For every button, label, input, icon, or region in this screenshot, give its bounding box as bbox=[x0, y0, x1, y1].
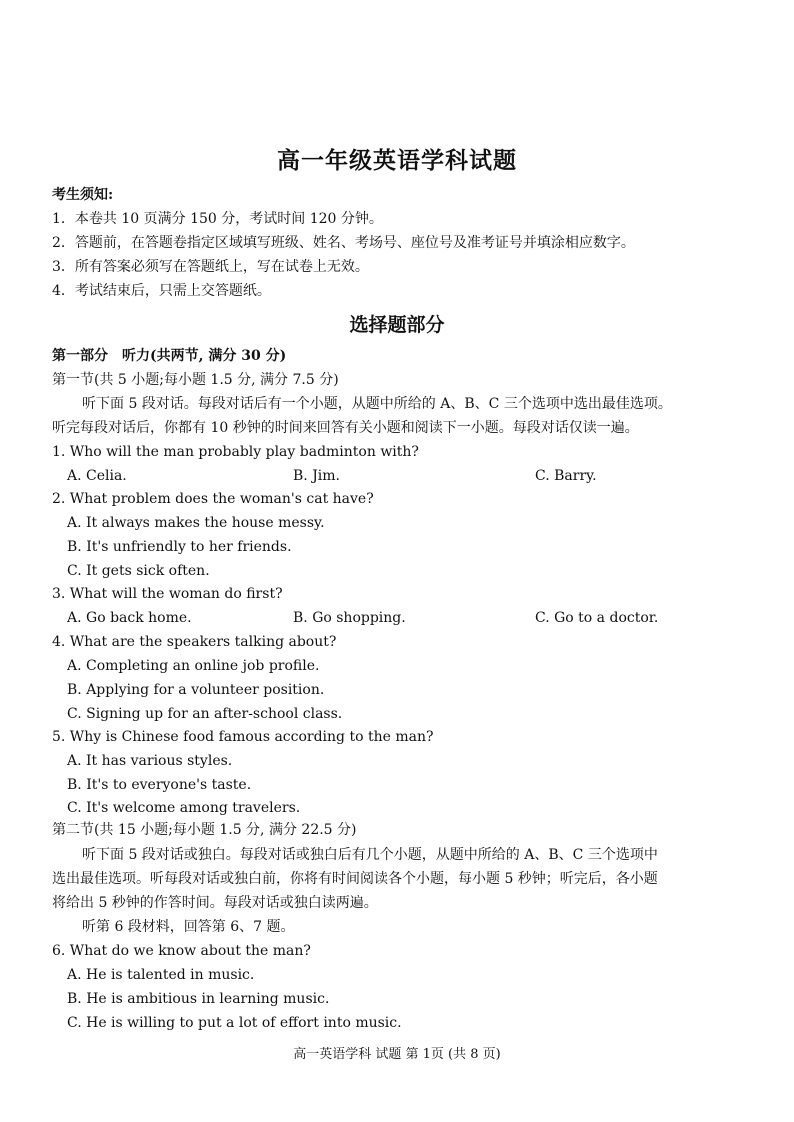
option-b: B. Go shopping. bbox=[293, 610, 406, 626]
option-b: B. Jim. bbox=[293, 468, 341, 484]
option-b: B. Applying for a volunteer position. bbox=[67, 682, 325, 698]
question-2: 2. What problem does the woman's cat have? bbox=[52, 491, 374, 507]
notice-item: 2．答题前，在答题卷指定区域填写班级、姓名、考场号、座位号及准考证号并填涂相应数字。 bbox=[52, 235, 635, 251]
part1-heading: 第一部分 听力(共两节, 满分 30 分) bbox=[52, 348, 287, 364]
option-a: A. Completing an online job profile. bbox=[67, 658, 320, 674]
option-a: A. Go back home. bbox=[67, 610, 192, 626]
option-c: C. It's welcome among travelers. bbox=[67, 800, 301, 816]
option-a: A. Celia. bbox=[67, 468, 127, 484]
option-c: C. Barry. bbox=[535, 468, 597, 484]
question-1: 1. Who will the man probably play badminton with? bbox=[52, 444, 419, 460]
question-3: 3. What will the woman do first? bbox=[52, 586, 283, 602]
sec1-heading: 第一节(共 5 小题;每小题 1.5 分, 满分 7.5 分) bbox=[52, 372, 339, 388]
option-b: B. It's to everyone's taste. bbox=[67, 777, 252, 793]
question-4: 4. What are the speakers talking about? bbox=[52, 634, 337, 650]
option-b: B. He is ambitious in learning music. bbox=[67, 991, 330, 1007]
option-a: A. He is talented in music. bbox=[67, 967, 255, 983]
question-1-options bbox=[67, 466, 127, 486]
option-b: B. It's unfriendly to her friends. bbox=[67, 539, 292, 555]
option-c: C. Signing up for an after-school class. bbox=[67, 706, 343, 722]
exam-title: 高一年级英语学科试题 bbox=[277, 147, 517, 174]
option-a: A. It has various styles. bbox=[67, 753, 233, 769]
sec1-instruction: 听完每段对话后，你都有 10 秒钟的时间来回答有关小题和阅读下一小题。每段对话仅读一遍。 bbox=[52, 420, 639, 436]
section-title: 选择题部分 bbox=[349, 314, 445, 336]
option-c: C. Go to a doctor. bbox=[535, 610, 659, 626]
option-c: C. It gets sick often. bbox=[67, 563, 210, 579]
sec2-instruction: 选出最佳选项。听每段对话或独白前，你将有时间阅读各个小题，每小题 5 秒钟；听完后，各小题 bbox=[52, 871, 658, 887]
option-c: C. He is willing to put a lot of effort into music. bbox=[67, 1015, 402, 1031]
option-a: A. It always makes the house messy. bbox=[67, 515, 325, 531]
notice-item: 4．考试结束后，只需上交答题纸。 bbox=[52, 283, 271, 299]
listen-note: 听第 6 段材料，回答第 6、7 题。 bbox=[82, 919, 295, 935]
sec2-heading: 第二节(共 15 小题;每小题 1.5 分, 满分 22.5 分) bbox=[52, 822, 357, 838]
question-5: 5. Why is Chinese food famous according to the man? bbox=[52, 729, 434, 745]
question-6: 6. What do we know about the man? bbox=[52, 943, 311, 959]
sec1-instruction: 听下面 5 段对话。每段对话后有一个小题，从题中所给的 A、B、C 三个选项中选出最佳选项。 bbox=[82, 396, 672, 412]
notice-item: 3．所有答案必须写在答题纸上，写在试卷上无效。 bbox=[52, 259, 369, 275]
notice-item: 1．本卷共 10 页满分 150 分，考试时间 120 分钟。 bbox=[52, 211, 383, 227]
sec2-instruction: 听下面 5 段对话或独白。每段对话或独白后有几个小题，从题中所给的 A、B、C 三个选项中 bbox=[82, 847, 658, 863]
page-footer: 高一英语学科 试题 第 1页 (共 8 页) bbox=[293, 1047, 501, 1062]
notice-heading: 考生须知: bbox=[52, 187, 114, 203]
sec2-instruction: 将给出 5 秒钟的作答时间。每段对话或独白读两遍。 bbox=[52, 895, 378, 911]
